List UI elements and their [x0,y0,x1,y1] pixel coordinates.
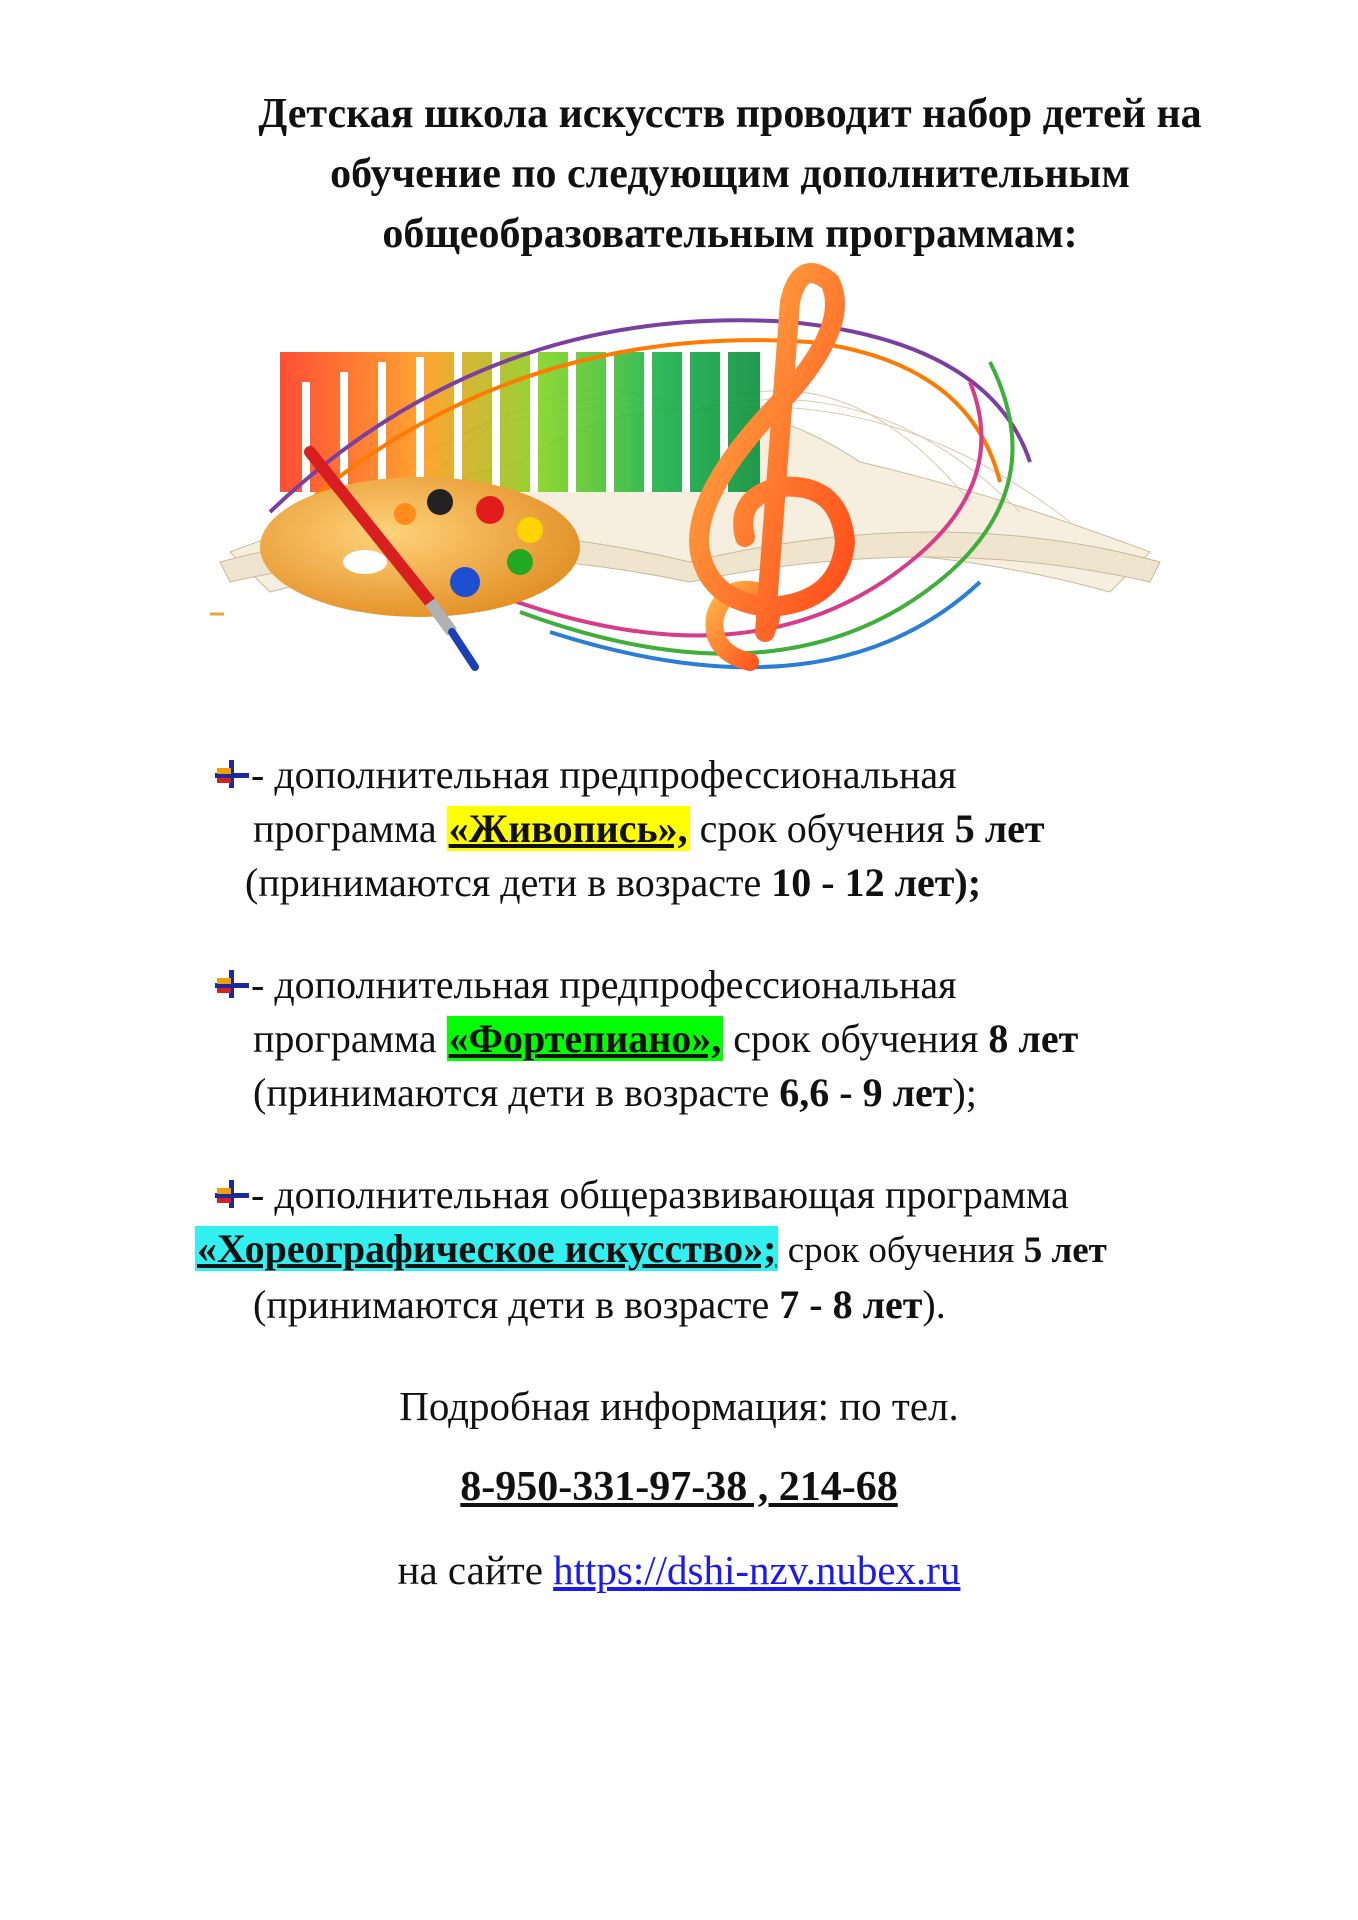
program-item-piano: - дополнительная предпрофессиональная программа «Фортепиано», срок обучения 8 лет (принимаются дети в возрасте 6,6 - 9 лет); [215,958,1078,1120]
program-age: 6,6 - 9 лет [779,1070,953,1115]
bullet-icon [215,1180,249,1210]
program-item-painting: - дополнительная предпрофессиональная программа «Живопись», срок обучения 5 лет (принимаются дети в возрасте 10 - 12 лет); [215,748,1045,910]
bullet-icon [215,760,249,790]
program-intro: - дополнительная общеразвивающая программа [251,1172,1069,1217]
title-line-1: Детская школа искусств проводит набор детей на [258,91,1202,137]
program-intro: - дополнительная предпрофессиональная [251,752,957,797]
program-term: 5 лет [954,806,1045,851]
website-link[interactable]: https://dshi-nzv.nubex.ru [553,1547,961,1593]
program-intro: - дополнительная предпрофессиональная [251,962,957,1007]
program-name-highlight: «Хореографическое искусство»; [197,1226,777,1271]
page-title [150,84,1310,264]
phone-numbers-text[interactable]: 8-950-331-97-38 , 214-68 [460,1464,898,1510]
info-label: Подробная информация: по тел. [399,1383,959,1429]
program-age: 7 - 8 лет [779,1282,923,1327]
program-age: 10 - 12 лет); [771,860,982,905]
title-line-2: обучение по следующим дополнительным [330,151,1130,197]
program-term: 8 лет [988,1016,1079,1061]
art-music-book-illustration [190,262,1190,712]
program-name-highlight: «Фортепиано», [448,1016,722,1061]
program-term: 5 лет [1023,1230,1107,1271]
website-label: на сайте [397,1547,554,1593]
program-item-choreography: - дополнительная общеразвивающая программа «Хореографическое искусство»; срок обучения 5 лет (принимаются дети в возрасте 7 - 8 лет). [197,1172,1107,1327]
program-name-highlight: «Живопись», [448,806,688,851]
website-line [0,1546,1358,1594]
title-line-3: общеобразовательным программам: [382,211,1078,257]
phone-numbers [0,1462,1358,1511]
bullet-icon [215,970,249,1000]
